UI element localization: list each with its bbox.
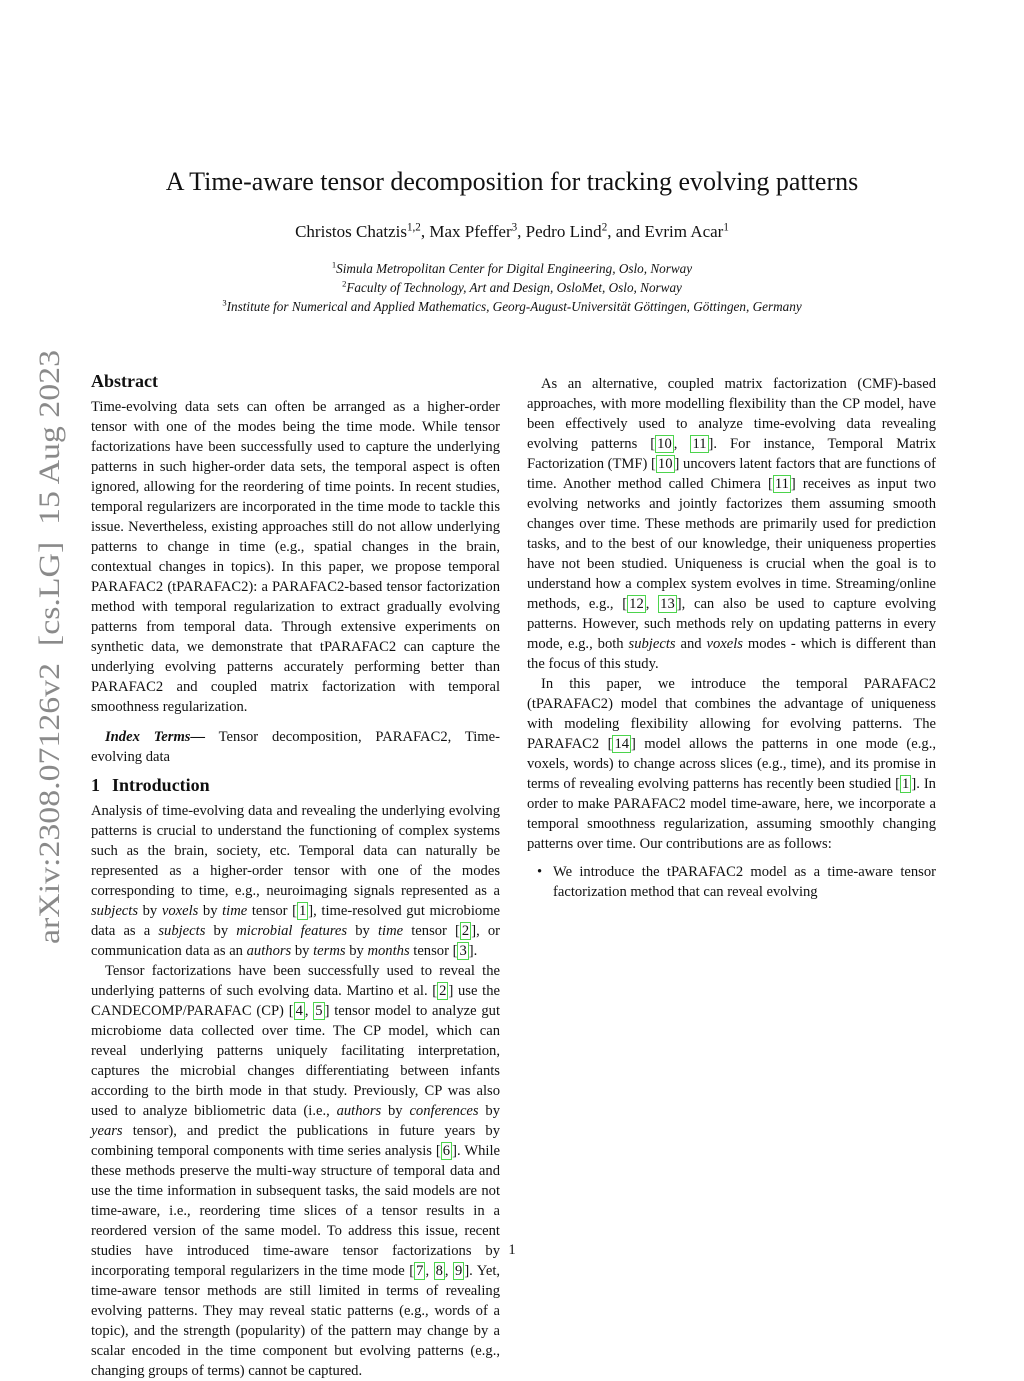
emphasis-term: subjects bbox=[158, 923, 206, 939]
affiliation-text: Simula Metropolitan Center for Digital Engineering, Oslo, Norway bbox=[336, 261, 693, 276]
affiliation-list bbox=[0, 259, 1024, 316]
left-column bbox=[91, 369, 500, 1381]
citation-link[interactable]: 7 bbox=[416, 1263, 424, 1279]
emphasis-term: voxels bbox=[706, 636, 743, 652]
citation-link[interactable]: 1 bbox=[299, 903, 307, 919]
emphasis-term: subjects bbox=[628, 636, 676, 652]
author-affiliation-mark: 1 bbox=[723, 221, 729, 234]
abstract-heading: Abstract bbox=[91, 371, 158, 391]
emphasis-term: conferences bbox=[409, 1103, 479, 1119]
citation-link[interactable]: 6 bbox=[442, 1143, 451, 1159]
emphasis-term: subjects bbox=[91, 903, 139, 919]
citation-link[interactable]: 10 bbox=[657, 456, 673, 472]
arxiv-stamp-text: arXiv:2308.07126v2 [cs.LG] 15 Aug 2023 bbox=[33, 417, 66, 944]
affiliation-line bbox=[0, 259, 1024, 278]
affiliation-text: Faculty of Technology, Art and Design, OsloMet, Oslo, Norway bbox=[346, 280, 682, 295]
emphasis-term: authors bbox=[246, 943, 292, 959]
index-terms-label: Index Terms— bbox=[105, 729, 206, 745]
citation-link[interactable]: 8 bbox=[435, 1263, 443, 1279]
arxiv-stamp bbox=[32, 350, 66, 944]
affiliation-mark: 1 bbox=[331, 259, 337, 270]
emphasis-term: microbial features bbox=[236, 923, 348, 939]
author-name: Max Pfeffer bbox=[429, 222, 512, 241]
abstract-text: Time-evolving data sets can often be arranged as a higher-order tensor with one of the modes being the time mode. While tensor factorizations have been successfully used to capture the underlying patterns in such higher-order data sets, the temporal aspect is often ignored, allowing for the reordering of time points. In recent studies, temporal regularizers are incorporated in the time mode to tackle this issue. Nevertheless, existing approaches still do not allow underlying patterns to change in time (e.g., spatial changes in the brain, contextual changes in topics). In this paper, we propose temporal PARAFAC2 (tPARAFAC2): a PARAFAC2-based tensor factorization method with temporal regularization to extract gradually evolving patterns from temporal data. Through extensive experiments on synthetic data, we demonstrate that tPARAFAC2 can capture the underlying evolving patterns accurately performing better than PARAFAC2 and coupled matrix factorization with temporal smoothness regularization. bbox=[91, 399, 500, 715]
citation-link[interactable]: 3 bbox=[459, 943, 467, 959]
section-heading-introduction bbox=[91, 773, 500, 797]
section-title: Introduction bbox=[112, 775, 210, 795]
citation-link[interactable]: 2 bbox=[461, 923, 470, 939]
paper-title: A Time-aware tensor decomposition for tracking evolving patterns bbox=[165, 167, 859, 196]
author-separator: , bbox=[517, 222, 526, 241]
citation-link[interactable]: 13 bbox=[660, 596, 675, 612]
affiliation-mark: 3 bbox=[222, 297, 227, 308]
page-number: 1 bbox=[508, 1242, 516, 1258]
affiliation-line bbox=[0, 297, 1024, 316]
citation-link[interactable]: 2 bbox=[439, 983, 447, 999]
emphasis-term: time bbox=[377, 923, 404, 939]
citation-link[interactable]: 11 bbox=[692, 436, 707, 452]
emphasis-term: months bbox=[367, 943, 410, 959]
bullet-icon: • bbox=[537, 864, 543, 880]
intro-paragraph-4: In this paper, we introduce the temporal PARAFAC2 (tPARAFAC2) model that combines the advantage of uniqueness with modeling flexibility allowing for evolving patterns. The PARAFAC2 [ 14 ] model allows the patterns in one mode (e.g., voxels, words) to change across slices (e.g., time), and its promise in terms of revealing evolving patterns has recently been studied [ 1 ]. In order to make PARAFAC2 model time-aware, here, we incorporate a temporal smoothness regularization, assuming smoothly changing patterns over time. Our contributions are as follows: bbox=[527, 676, 936, 852]
author-separator: , bbox=[420, 222, 430, 241]
citation-link[interactable]: 5 bbox=[315, 1003, 323, 1019]
author-affiliation-mark: 2 bbox=[601, 221, 608, 234]
citation-link[interactable]: 12 bbox=[629, 596, 644, 612]
citation-link[interactable]: 11 bbox=[774, 476, 789, 492]
right-column bbox=[527, 374, 936, 902]
affiliation-text: Institute for Numerical and Applied Mathematics, Georg-August-Universität Göttingen, Göttingen, Germany bbox=[226, 299, 802, 314]
author-name: Evrim Acar bbox=[644, 222, 724, 241]
citation-link[interactable]: 1 bbox=[902, 776, 910, 792]
emphasis-term: authors bbox=[336, 1103, 382, 1119]
intro-paragraph-2: Tensor factorizations have been successfully used to reveal the underlying patterns of such evolving data. Martino et al. [ 2 ] use the CANDECOMP/PARAFAC (CP) [ 4 , 5 ] tensor model to analyze gut microbiome data collected over time. The CP model, which can reveal underlying patterns uniquely facilitating interpretation, captures the microbial changes differentiating between infants according to the birth mode in that study. Previously, CP was also used to analyze bibliometric data (i.e., authors by conferences by years tensor), and predict the publications in future years by combining temporal components with time series analysis [ 6 ]. While these methods preserve the multi-way structure of temporal data and use the time information in subsequent tasks, the said models are not time-aware, i.e., reordering time slices of a tensor results in a reordered version of the same model. To address this issue, recent studies have introduced time-aware tensor factorizations by incorporating temporal regularizers in the time mode [ 7 , 8 , 9 ]. Yet, time-aware tensor methods are still limited in terms of revealing evolving patterns. They may reveal static patterns (e.g., words of a topic), and the strength (popularity) of the pattern may change by a scalar encoded in the time component but evolving patterns (e.g., changing groups of terms) cannot be captured. bbox=[91, 963, 501, 1379]
author-name: Christos Chatzis bbox=[295, 222, 408, 241]
index-terms-text: Tensor decomposition, PARAFAC2, Time-evolving data bbox=[91, 729, 501, 765]
author-name: Pedro Lind bbox=[525, 222, 602, 241]
author-affiliation-mark: 3 bbox=[511, 221, 518, 234]
index-terms bbox=[91, 727, 500, 767]
citation-link[interactable]: 9 bbox=[455, 1263, 463, 1279]
section-number: 1 bbox=[91, 775, 100, 795]
author-separator: , and bbox=[607, 222, 645, 241]
emphasis-term: terms bbox=[313, 943, 346, 959]
intro-paragraph-3: As an alternative, coupled matrix factorization (CMF)-based approaches, with more modelling flexibility than the CP model, have been effectively used to analyze time-evolving data revealing evolving patterns [ 10 , 11 ]. For instance, Temporal Matrix Factorization (TMF) [ 10 ] uncovers latent factors that are functions of time. Another method called Chimera [ 11 ] receives as input two evolving networks and jointly factorizes them assuming smooth changes over time. These methods are primarily used for prediction tasks, and to the best of our knowledge, their uniqueness properties have not been studied. Uniqueness is crucial when the goal is to understand how a complex system evolves in time. Streaming/online methods, e.g., [ 12 , 13 ], can also be used to capture evolving patterns. However, such methods rely on updating patterns in every mode, e.g., both subjects and voxels modes - which is different than the focus of this study. bbox=[527, 376, 937, 672]
emphasis-term: years bbox=[91, 1123, 123, 1139]
intro-paragraph-1: Analysis of time-evolving data and revealing the underlying evolving patterns is crucial to understand the functioning of complex systems such as the brain, society, etc. Temporal data can naturally be represented as a higher-order tensor with one of the modes corresponding to time, e.g., neuroimaging signals represented as a subjects by voxels by time tensor [ 1 ], time-resolved gut microbiome data as a subjects by microbial features by time tensor [ 2 ], or communication data as an authors by terms by months tensor [ 3 ]. bbox=[91, 803, 501, 959]
affiliation-mark: 2 bbox=[342, 278, 347, 289]
contribution-text: We introduce the tPARAFAC2 model as a time-aware tensor factorization method that can reveal evolving bbox=[553, 864, 936, 900]
emphasis-term: voxels bbox=[161, 903, 199, 919]
contribution-item bbox=[537, 862, 936, 902]
author-affiliation-mark: 1,2 bbox=[407, 221, 421, 234]
emphasis-term: time bbox=[222, 903, 248, 919]
affiliation-line bbox=[0, 278, 1024, 297]
author-list bbox=[0, 220, 1024, 244]
contribution-list bbox=[527, 862, 936, 902]
citation-link[interactable]: 4 bbox=[295, 1003, 303, 1019]
citation-link[interactable]: 10 bbox=[657, 436, 672, 452]
citation-link[interactable]: 14 bbox=[614, 736, 630, 752]
